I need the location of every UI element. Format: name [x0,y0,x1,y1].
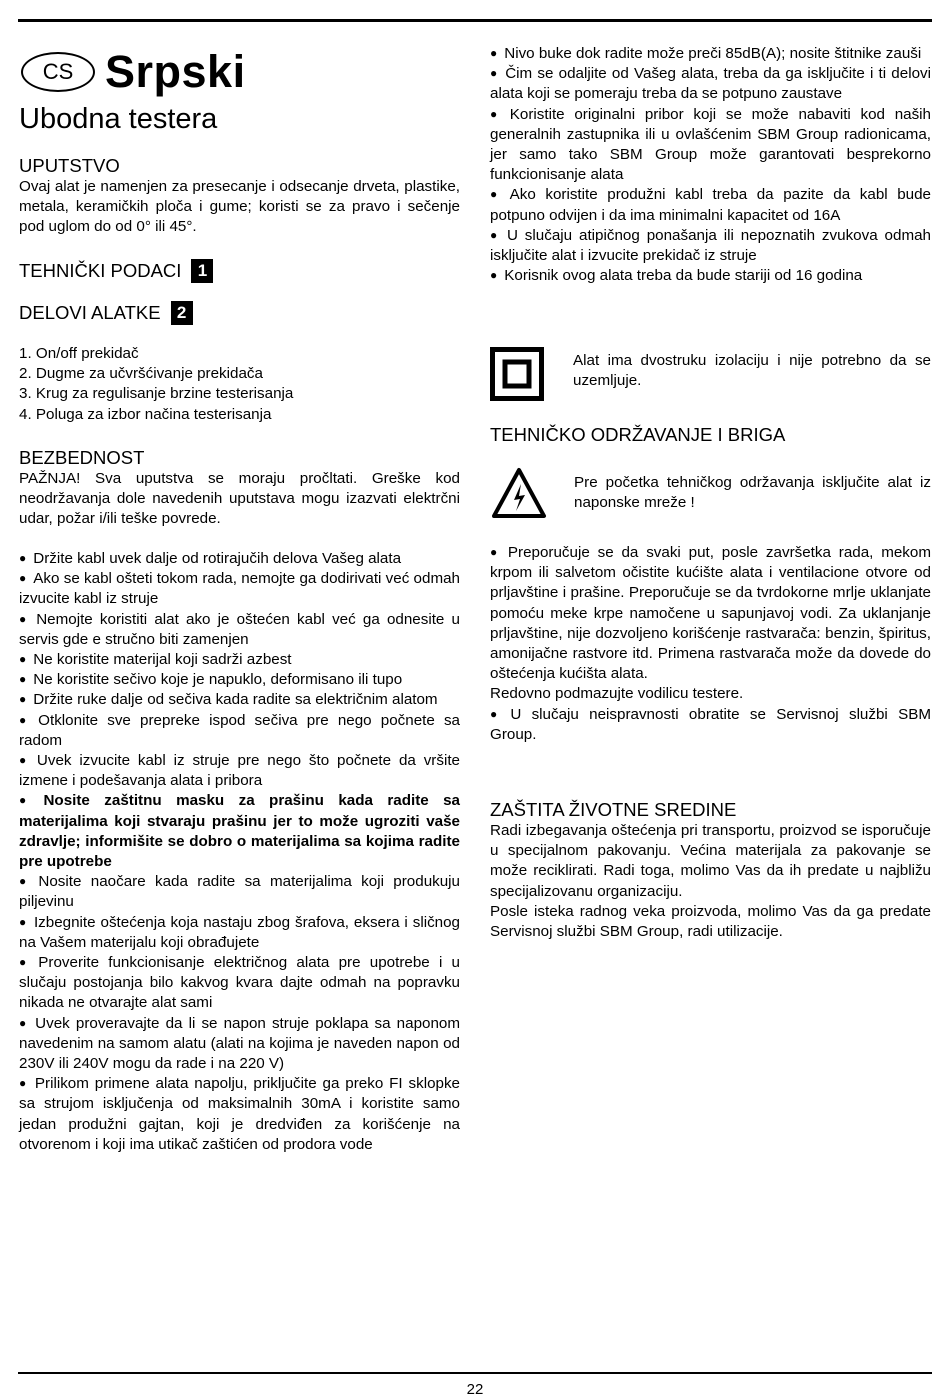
list-item: ● Ne koristite sečivo koje je napuklo, deformisano ili tupo [19,670,460,690]
list-item: ● Otklonite sve prepreke ispod sečiva pre nego počnete sa radom [19,711,460,751]
list-item: ● Korisnik ovog alata treba da bude stariji od 16 godina [490,266,931,286]
safety-list [19,549,460,1155]
list-item: ● Držite kabl uvek dalje od rotirajučih delova Vašeg alata [19,549,460,569]
list-item: 2. Dugme za učvršćivanje prekidača [19,365,263,383]
list-item: ● U slučaju atipičnog ponašanja ili nepoznatih zvukova odmah isključite alat i izvucite prekidač iz struje [490,226,931,266]
safety-intro: PAŽNJA! Sva uputstva se moraju pročltati. Greške kod neodržavanja dole navedenih uputstava mogu izazvati elektrčni udar, požar i/ili teške povrede. [19,470,460,528]
list-item: ● Nosite naočare kada radite sa materijalima koji produkuju piljevinu [19,872,460,912]
maintenance-paragraph: ● U slučaju neispravnosti obratite se Servisnoj službi SBM Group. [490,705,931,745]
environment-heading: ZAŠTITA ŽIVOTNE SREDINE [490,799,737,820]
figure-ref-badge: 1 [191,259,213,283]
uputstvo-heading: UPUTSTVO [19,155,120,176]
environment-body [490,821,931,942]
list-item: ● Ne koristite materijal koji sadrži azbest [19,650,460,670]
maintenance-body [490,543,931,745]
language-title: Srpski [105,46,246,97]
environment-paragraph: Posle isteka radnog veka proizvoda, molimo Vas da ga predate Servisnoj službi SBM Group, radi utilizacije. [490,902,931,941]
list-item: 4. Poluga za izbor načina testerisanja [19,405,272,423]
list-item: ● Nemojte koristiti alat ako je oštećen kabl već ga odnesite u servis gde e stručno biti zamenjen [19,610,460,650]
double-insulation-icon [490,347,544,401]
parts-heading-label: DELOVI ALATKE [19,302,161,323]
list-item: ● Držite ruke dalje od sečiva kada radite sa električnim alatom [19,690,460,710]
safety-list-continued [490,44,931,286]
maintenance-heading: TEHNIČKO ODRŽAVANJE I BRIGA [490,424,786,445]
list-item: ● Uvek izvucite kabl iz struje pre nego što počnete da vršite izmene i podešavanja alata i pribora [19,751,460,791]
parts-heading [19,301,460,325]
safety-heading: BEZBEDNOST [19,447,145,468]
list-item: ● Nosite zaštitnu masku za prašinu kada radite sa materijalima koji stvaraju prašinu jer to može ugroziti vaše zdravlje; informišite se dobro o materijalima sa kojima radite pre upotrebe [19,791,460,872]
maintenance-paragraph: Redovno podmazujte vodilicu testere. [490,685,744,703]
language-code-badge: CS [21,52,95,92]
list-item: ● Prilikom primene alata napolju, priključite ga preko FI sklopke sa strujom isključenja od maksimalnih 30mA i koristite samo jedan produžni gajtan, koji je dredviđen za korišćenje na otvorenom i koji ima utikač zaštićen od prodora vode [19,1074,460,1155]
document-title: Ubodna testera [19,103,218,135]
bottom-rule [18,1372,932,1374]
parts-list [19,344,460,425]
list-item: ● Proverite funkcionisanje električnog alata pre upotrebe i u slučaju postojanja bilo kakvog kvara dajte odmah na popravku nikada ne otvarajte alat sami [19,953,460,1014]
tech-data-heading-label: TEHNIČKI PODACI [19,260,182,281]
page-number: 22 [466,1381,484,1398]
tech-data-heading [19,259,460,283]
list-item: ● Koristite originalni pribor koji se može nabaviti kod naših generalnih zastupnika ili u ovlašćenim SBM Group radionicama, jer samo tako SBM Group može garantovati besprekorno funkcionisanje alata [490,105,931,186]
maintenance-warning: Pre početka tehničkog održavanja isključite alat iz naponske mreže ! [574,474,931,512]
list-item: ● Nivo buke dok radite može preči 85dB(A); nosite štitnike zauši [490,44,931,64]
list-item: ● Izbegnite oštećenja koja nastaju zbog šrafova, eksera i sličnog na Vašem materijalu koji obrađujete [19,913,460,953]
uputstvo-text: Ovaj alat je namenjen za presecanje i odsecanje drveta, plastike, metala, keramičkih ploča i gume; koristi se za pravo i sečenje pod uglom do od 0° ili 45°. [19,178,460,236]
list-item: 3. Krug za regulisanje brzine testerisanja [19,385,294,403]
environment-paragraph: Radi izbegavanja oštećenja pri transportu, proizvod se isporučuje u specijalnom pakovanju. Većina materijala za pakovanje se može reciklirati. Radi toga, molimo Vas da ih predate u najbližu specijalizovanu organizaciju. [490,822,931,900]
list-item: ● Ako koristite produžni kabl treba da pazite da kabl bude potpuno odvijen i da ima minimalni kapacitet od 16A [490,185,931,225]
electric-shock-warning-icon [490,466,548,520]
insulation-text: Alat ima dvostruku izolaciju i nije potrebno da se uzemljuje. [573,352,931,390]
top-rule [18,19,932,22]
list-item: ● Uvek proveravajte da li se napon struje poklapa sa naponom navedenim na samom alatu (alati na kojima je naveden napon od 230V ili 240V mogu da rade i na 220 V) [19,1014,460,1075]
list-item: ● Ako se kabl ošteti tokom rada, nemojte ga dodirivati već odmah izvucite kabl iz struje [19,569,460,609]
list-item: 1. On/off prekidač [19,345,139,362]
list-item: ● Čim se odaljite od Vašeg alata, treba da ga isključite i ti delovi alata koji se pomeraju treba da se potpuno zaustave [490,64,931,104]
figure-ref-badge: 2 [171,301,193,325]
maintenance-paragraph: ● Preporučuje se da svaki put, posle završetka rada, mekom krpom ili salvetom očistite kućište alata i ventilacione otvore od prljavštine i prašine. Preporučuje se da tvrdokorne mrlje uklanjate pomoću meke krpe namočene u sapunjavoj vodi. Za uklanjanje prljavštine, nije dozvoljeno korišćenje rastvarača: benzin, špiritus, amonijačne rastvore itd. Primena rastvarača može da dovede do oštećenja kućišta alata. [490,543,931,684]
